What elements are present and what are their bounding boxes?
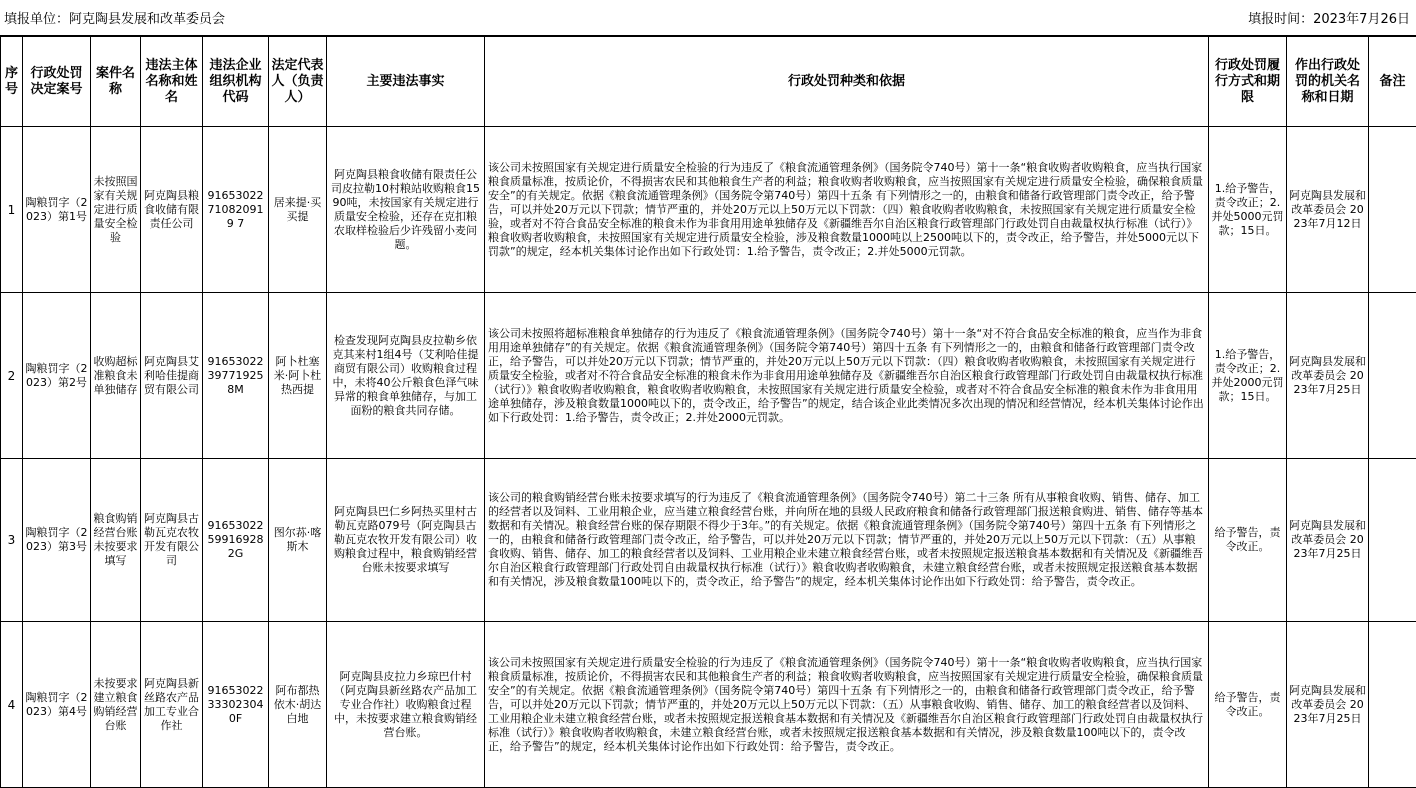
cell-method: 1.给予警告，责令改正；2.并处2000元罚款；15日。 [1209, 293, 1287, 459]
cell-note [1369, 293, 1416, 459]
col-header-case-no: 行政处罚决定案号 [23, 37, 91, 127]
cell-basis: 该公司未按照国家有关规定进行质量安全检验的行为违反了《粮食流通管理条例》（国务院令740号）第十一条“粮食收购者收购粮食，应当执行国家粮食质量标准，按质论价，不得损害农民和其他粮食生产者的利益；粮食收购者收购粮食，应当按照国家有关规定进行质量安全检验，确保粮食质量安全”的有关规定。依据《粮食流通管理条例》（国务院令第740号）第四十五条 有下列情形之一的，由粮食和储备行政管理部门责令改正，给予警告，可以并处20万元以下罚款；情节严重的，并处20万元以上50万元以下罚款：（五）从事粮食收购、销售、储存、加工的粮食经营者以及饲料、工业用粮企业未建立粮食经营台账，或者未按照规定报送粮食基本数据和有关情况及《新疆维吾尔自治区粮食行政管理部门行政处罚自由裁量权执行标准（试行）》粮食收购者收购粮食，未建立粮食经营台账，或者未按照规定报送粮食基本数据和有关情况，涉及粮食数量100吨以下的，责令改正，给予警告”的规定，经本机关集体讨论作出如下行政处罚：给予警告，责令改正。 [485, 622, 1209, 788]
col-header-note: 备注 [1369, 37, 1416, 127]
cell-method: 给予警告，责令改正。 [1209, 622, 1287, 788]
cell-rep: 居来提·买买提 [269, 127, 327, 293]
col-header-facts: 主要违法事实 [327, 37, 485, 127]
table-row [1, 293, 1416, 459]
cell-facts: 阿克陶县巴仁乡阿热买里村古勒瓦克路079号（阿克陶县古勒瓦克农牧开发有限公司）收购粮食过程中，粮食购销经营台账未按要求填写 [327, 459, 485, 622]
cell-seq: 4 [1, 622, 23, 788]
cell-basis: 该公司未按照将超标准粮食单独储存的行为违反了《粮食流通管理条例》（国务院令740号）第十一条“对不符合食品安全标准的粮食，应当作为非食用用途单独储存”的有关规定。依据《粮食流通管理条例》（国务院令第740号）第四十五条 有下列情形之一的，由粮食和储备行政管理部门责令改正，给予警告，可以并处20万元以下罚款；情节严重的，并处20万元以上50万元以下罚款：（四）粮食收购者收购粮食，未按照国家有关规定进行质量安全检验，或者对不符合食品安全标准的粮食未作为非食用用途单独储存及《新疆维吾尔自治区粮食行政管理部门行政处罚自由裁量权执行标准（试行）》粮食收购者收购粮食，粮食收购者收购粮食，未按照国家有关规定进行质量安全检验，或者对不符合食品安全标准的粮食未作为非食用用途单独储存，涉及粮食数量1000吨以下的，责令改正，给予警告”的规定，结合该企业此类情况多次出现的情况和经营情况，经本机关集体讨论作出如下行政处罚：1.给予警告，责令改正；2.并处2000元罚款。 [485, 293, 1209, 459]
cell-case-name: 未按要求建立粮食购销经营台账 [91, 622, 141, 788]
cell-org-code: 91653022599169282G [203, 459, 269, 622]
cell-rep: 阿布都热依木·胡达白地 [269, 622, 327, 788]
col-header-subject: 违法主体名称和姓名 [141, 37, 203, 127]
cell-subject: 阿克陶县粮食收储有限责任公司 [141, 127, 203, 293]
col-header-org-code: 违法企业组织机构代码 [203, 37, 269, 127]
cell-authority: 阿克陶县发展和改革委员会 2023年7月25日 [1287, 459, 1369, 622]
table-row [1, 459, 1416, 622]
cell-rep: 图尔荪·喀斯木 [269, 459, 327, 622]
cell-org-code: 91653022710820919 7 [203, 127, 269, 293]
cell-facts: 阿克陶县皮拉力乡琼巴什村（阿克陶县新丝路农产品加工专业合作社）收购粮食过程中，未按要求建立粮食购销经营台账。 [327, 622, 485, 788]
cell-case-name: 收购超标准粮食未单独储存 [91, 293, 141, 459]
cell-org-code: 91653022397719258M [203, 293, 269, 459]
penalty-table [0, 36, 1416, 788]
col-header-authority: 作出行政处罚的机关名称和日期 [1287, 37, 1369, 127]
cell-seq: 1 [1, 127, 23, 293]
report-header [0, 0, 1416, 36]
cell-authority: 阿克陶县发展和改革委员会 2023年7月25日 [1287, 293, 1369, 459]
cell-case-no: 陶粮罚字（2023）第4号 [23, 622, 91, 788]
cell-subject: 阿克陶县艾利哈佳提商贸有限公司 [141, 293, 203, 459]
cell-org-code: 91653022333023040F [203, 622, 269, 788]
cell-note [1369, 127, 1416, 293]
cell-facts: 检查发现阿克陶县皮拉勒乡依克其来村1组4号（艾利哈佳提商贸有限公司）收购粮食过程中，未将40公斤粮食色泽气味异常的粮食单独储存，与加工面粉的粮食共同存储。 [327, 293, 485, 459]
col-header-case-name: 案件名称 [91, 37, 141, 127]
col-header-seq: 序号 [1, 37, 23, 127]
cell-method: 1.给予警告，责令改正；2.并处5000元罚款；15日。 [1209, 127, 1287, 293]
cell-case-name: 未按照国家有关规定进行质量安全检验 [91, 127, 141, 293]
cell-basis: 该公司的粮食购销经营台账未按要求填写的行为违反了《粮食流通管理条例》（国务院令740号）第二十三条 所有从事粮食收购、销售、储存、加工的经营者以及饲料、工业用粮企业，应当建立粮食经营台账，并向所在地的县级人民政府粮食和储备行政管理部门报送粮食购进、销售、储存等基本数据和有关情况。粮食经营台账的保存期限不得少于3年。”的有关规定。依据《粮食流通管理条例》（国务院令第740号）第四十五条 有下列情形之一的，由粮食和储备行政管理部门责令改正，给予警告，可以并处20万元以下罚款；情节严重的，并处20万元以上50万元以下罚款：（五）从事粮食收购、销售、储存、加工的粮食经营者以及饲料、工业用粮企业未建立粮食经营台账，或者未按照规定报送粮食基本数据和有关情况及《新疆维吾尔自治区粮食行政管理部门行政处罚自由裁量权执行标准（试行）》粮食收购者收购粮食，未建立粮食经营台账，或者未按照规定报送粮食基本数据和有关情况，涉及粮食数量100吨以下的，责令改正，给予警告”的规定，经本机关集体讨论作出如下行政处罚：给予警告，责令改正。 [485, 459, 1209, 622]
cell-seq: 2 [1, 293, 23, 459]
reporting-unit: 填报单位：阿克陶县发展和改革委员会 [4, 8, 225, 27]
table-row [1, 622, 1416, 788]
cell-rep: 阿卜杜塞米·阿卜杜热西提 [269, 293, 327, 459]
cell-seq: 3 [1, 459, 23, 622]
table-header-row [1, 37, 1416, 127]
cell-case-no: 陶粮罚字（2023）第2号 [23, 293, 91, 459]
cell-case-no: 陶粮罚字（2023）第1号 [23, 127, 91, 293]
col-header-method: 行政处罚履行方式和期限 [1209, 37, 1287, 127]
cell-case-name: 粮食购销经营台账未按要求填写 [91, 459, 141, 622]
cell-method: 给予警告，责令改正。 [1209, 459, 1287, 622]
cell-authority: 阿克陶县发展和改革委员会 2023年7月12日 [1287, 127, 1369, 293]
cell-facts: 阿克陶县粮食收储有限责任公司皮拉勒10村粮站收购粮食1590吨，未按国家有关规定进行质量安全检验，还存在克扣粮农取样检验后少许残留小麦问题。 [327, 127, 485, 293]
cell-authority: 阿克陶县发展和改革委员会 2023年7月25日 [1287, 622, 1369, 788]
table-row [1, 127, 1416, 293]
cell-case-no: 陶粮罚字（2023）第3号 [23, 459, 91, 622]
cell-note [1369, 622, 1416, 788]
col-header-basis: 行政处罚种类和依据 [485, 37, 1209, 127]
cell-basis: 该公司未按照国家有关规定进行质量安全检验的行为违反了《粮食流通管理条例》（国务院令740号）第十一条“粮食收购者收购粮食，应当执行国家粮食质量标准，按质论价，不得损害农民和其他粮食生产者的利益；粮食收购者收购粮食，应当按照国家有关规定进行质量安全检验，确保粮食质量安全”的有关规定。依据《粮食流通管理条例》（国务院令第740号）第四十五条 有下列情形之一的，由粮食和储备行政管理部门责令改正，给予警告，可以并处20万元以下罚款；情节严重的，并处20万元以上50万元以下罚款：（四）粮食收购者收购粮食，未按照国家有关规定进行质量安全检验，或者对不符合食品安全标准的粮食未作为非食用用途单独储存及《新疆维吾尔自治区粮食行政管理部门行政处罚自由裁量权执行标准（试行）》粮食收购者收购粮食，未按照国家有关规定进行质量安全检验，涉及粮食数量1000吨以上2500吨以下的，责令改正，给予警告，并处5000元以下罚款”的规定，经本机关集体讨论作出如下行政处罚：1.给予警告，责令改正；2.并处5000元罚款。 [485, 127, 1209, 293]
cell-note [1369, 459, 1416, 622]
reporting-date: 填报时间：2023年7月26日 [1248, 8, 1410, 27]
col-header-rep: 法定代表人（负责人） [269, 37, 327, 127]
cell-subject: 阿克陶县新丝路农产品加工专业合作社 [141, 622, 203, 788]
cell-subject: 阿克陶县古勒瓦克农牧开发有限公司 [141, 459, 203, 622]
